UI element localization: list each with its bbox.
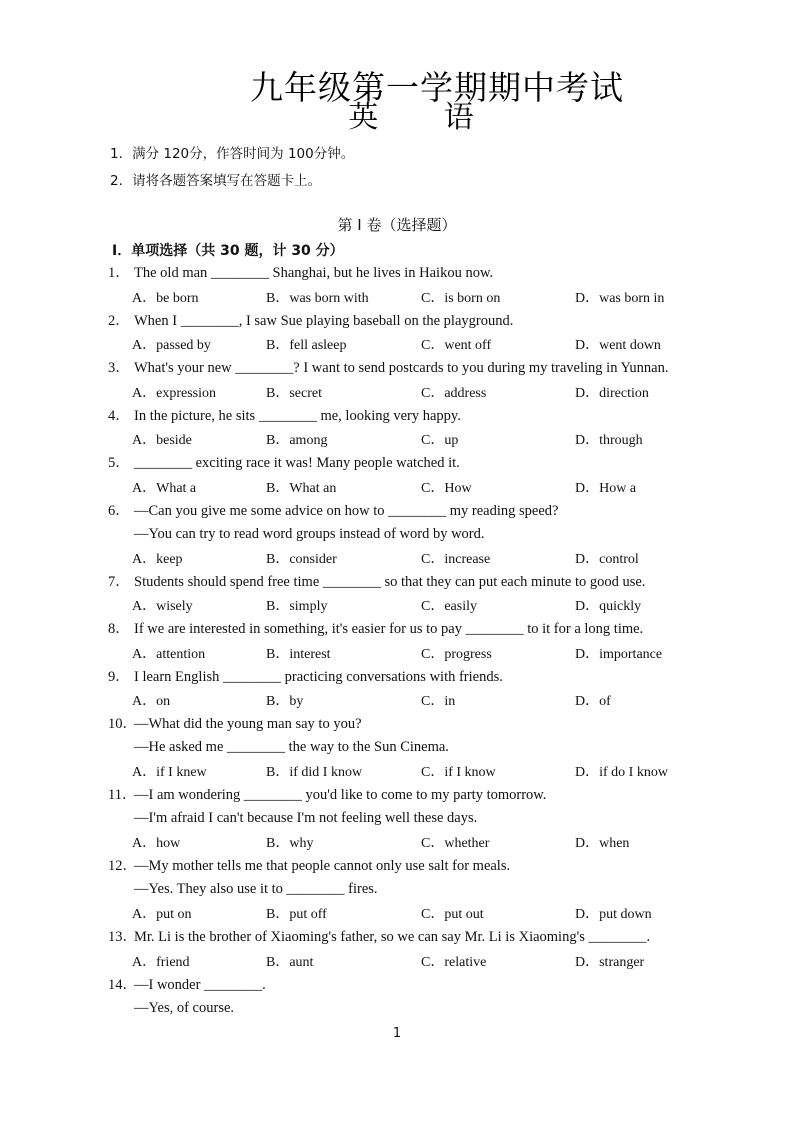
answer-option[interactable]: C．How [421, 480, 472, 496]
answer-option[interactable]: C．easily [421, 599, 477, 614]
question-stem [108, 974, 748, 997]
question-text: In the picture, he sits ________ me, looking very happy. [134, 407, 461, 424]
answer-option[interactable]: B．was born with [266, 290, 369, 306]
answer-option[interactable]: C．progress [421, 646, 492, 662]
question [108, 405, 748, 428]
answer-option[interactable]: C．went off [421, 338, 492, 353]
question [108, 926, 748, 949]
answer-option[interactable]: A．be born [132, 290, 199, 306]
question-text: What's your new ________? I want to send postcards to you during my traveling in Yunnan. [134, 360, 669, 376]
section-title: 第 I 卷（选择题） [337, 216, 457, 234]
question-stem [108, 855, 748, 878]
question-dialog-line [108, 807, 748, 830]
question-stem [108, 666, 748, 689]
answer-options [132, 334, 732, 356]
question-text: Students should spend free time ________ so that they can put each minute to good use. [134, 573, 646, 590]
question [108, 618, 748, 641]
question-text: —I am wondering ________ you'd like to come to my party tomorrow. [134, 787, 547, 803]
question-text: —I'm afraid I can't because I'm not feeling well these days. [134, 810, 478, 826]
question [108, 452, 748, 475]
exam-subject: 英 语 [348, 100, 502, 135]
answer-option[interactable]: A．wisely [132, 599, 193, 614]
question-dialog-line [108, 523, 748, 546]
answer-option[interactable]: C．relative [421, 954, 487, 970]
answer-option[interactable]: A．expression [132, 385, 216, 401]
answer-option[interactable]: B．secret [266, 385, 322, 401]
question-text: —You can try to read word groups instead of word by word. [134, 525, 485, 542]
question-dialog-line [108, 736, 748, 759]
answer-option[interactable]: C．up [421, 433, 459, 448]
answer-options [132, 761, 732, 783]
question [108, 500, 748, 546]
question-stem [108, 357, 748, 380]
question-number: 11． [108, 787, 137, 803]
answer-option[interactable]: B．interest [266, 646, 331, 662]
answer-option[interactable]: D．stranger [575, 954, 645, 970]
answer-option[interactable]: A．on [132, 694, 171, 709]
question-number: 5． [108, 455, 130, 471]
answer-option[interactable]: B．fell asleep [266, 338, 347, 353]
question-text: —He asked me ________ the way to the Sun Cinema. [134, 739, 449, 755]
answer-option[interactable]: B．What an [266, 480, 337, 496]
answer-options [132, 382, 732, 404]
question-stem [108, 262, 748, 285]
question-stem [108, 500, 748, 523]
question-stem [108, 784, 748, 807]
answer-option[interactable]: B．aunt [266, 954, 314, 970]
question-text: I learn English ________ practicing conversations with friends. [134, 668, 503, 685]
answer-option[interactable]: D．went down [575, 338, 661, 353]
answer-option[interactable]: C．in [421, 694, 456, 709]
answer-option[interactable]: D．importance [575, 646, 663, 662]
question-number: 12． [108, 858, 137, 874]
answer-options [132, 595, 732, 617]
part-title: I．单项选择（共 30 题，计 30 分） [112, 243, 344, 259]
answer-option[interactable]: A．What a [132, 480, 197, 496]
answer-options [132, 287, 732, 309]
answer-option[interactable]: D．direction [575, 385, 649, 401]
question [108, 262, 748, 285]
question-text: —I wonder ________. [134, 976, 266, 993]
question-number: 10． [108, 716, 137, 732]
answer-option[interactable]: C．address [421, 385, 487, 401]
question-dialog-line [108, 997, 748, 1020]
question-number: 2． [108, 312, 130, 329]
answer-options [132, 429, 732, 451]
answer-option[interactable]: D．through [575, 433, 643, 448]
answer-option[interactable]: B．among [266, 433, 328, 448]
answer-option[interactable]: C．whether [421, 836, 490, 851]
answer-option[interactable]: A．how [132, 836, 181, 851]
answer-option[interactable]: D．was born in [575, 290, 665, 306]
answer-option[interactable]: D．of [575, 694, 611, 709]
answer-option[interactable]: D．How a [575, 480, 637, 496]
question-text: The old man ________ Shanghai, but he lives in Haikou now. [134, 265, 494, 281]
question [108, 310, 748, 333]
question-text: ________ exciting race it was! Many people watched it. [134, 455, 460, 471]
answer-option[interactable]: D．when [575, 836, 630, 851]
answer-options [132, 643, 732, 665]
answer-option[interactable]: B．simply [266, 599, 328, 614]
answer-option[interactable]: D．put down [575, 907, 652, 922]
question-text: —Can you give me some advice on how to ________ my reading speed? [134, 502, 559, 519]
question-number: 7． [108, 573, 130, 590]
answer-option[interactable]: A．friend [132, 954, 190, 970]
answer-option[interactable]: A．attention [132, 646, 206, 662]
note-item: 1．满分 120分，作答时间为 100分钟。 [110, 146, 355, 162]
answer-option[interactable]: B．if did I know [266, 765, 363, 780]
answer-option[interactable]: B．put off [266, 907, 327, 922]
answer-option[interactable]: C．is born on [421, 290, 501, 306]
question-stem [108, 713, 748, 736]
answer-options [132, 903, 732, 925]
question-number: 13． [108, 929, 137, 945]
answer-option[interactable]: D．if do I know [575, 765, 668, 780]
answer-option[interactable]: C．put out [421, 907, 484, 922]
question-text: —What did the young man say to you? [134, 716, 362, 732]
question-text: Mr. Li is the brother of Xiaoming's father, so we can say Mr. Li is Xiaoming's ________. [134, 929, 651, 945]
answer-options [132, 548, 732, 570]
question-number: 6． [108, 502, 130, 519]
answer-option[interactable]: A．put on [132, 907, 192, 922]
question [108, 974, 748, 1020]
question-text: —Yes. They also use it to ________ fires. [134, 881, 378, 897]
question-number: 1． [108, 265, 130, 281]
question [108, 784, 748, 830]
exam-notes [110, 142, 354, 196]
answer-options [132, 832, 732, 854]
exam-title: 九年级第一学期期中考试 [250, 68, 624, 107]
question-number: 14． [108, 976, 137, 993]
question [108, 357, 748, 380]
question-number: 8． [108, 621, 130, 637]
answer-option[interactable]: C．if I know [421, 765, 496, 780]
answer-option[interactable]: A．if I knew [132, 765, 207, 780]
answer-option[interactable]: A．passed by [132, 338, 211, 353]
question-number: 9． [108, 668, 130, 685]
question-stem [108, 571, 748, 594]
page-number: 1 [392, 1026, 402, 1041]
question-text: —My mother tells me that people cannot only use salt for meals. [134, 858, 511, 874]
answer-options [132, 690, 732, 712]
answer-option[interactable]: A．beside [132, 433, 192, 448]
answer-option[interactable]: D．quickly [575, 599, 642, 614]
question [108, 571, 748, 594]
question [108, 855, 748, 901]
question-number: 4． [108, 407, 130, 424]
question-stem [108, 310, 748, 333]
note-item: 2．请将各题答案填写在答题卡上。 [110, 173, 322, 189]
question [108, 666, 748, 689]
answer-options [132, 951, 732, 973]
question [108, 713, 748, 759]
answer-option[interactable]: B．by [266, 694, 304, 709]
question-stem [108, 405, 748, 428]
question-text: If we are interested in something, it's easier for us to pay ________ to it for a long time. [134, 621, 644, 637]
answer-option[interactable]: B．consider [266, 551, 337, 567]
question-number: 3． [108, 360, 130, 376]
answer-option[interactable]: B．why [266, 836, 314, 851]
question-stem [108, 452, 748, 475]
answer-option[interactable]: A．keep [132, 551, 183, 567]
answer-option[interactable]: C．increase [421, 551, 491, 567]
question-dialog-line [108, 878, 748, 901]
question-stem [108, 618, 748, 641]
question-stem [108, 926, 748, 949]
answer-options [132, 477, 732, 499]
question-text: —Yes, of course. [134, 999, 235, 1016]
answer-option[interactable]: D．control [575, 551, 639, 567]
question-text: When I ________, I saw Sue playing baseball on the playground. [134, 312, 514, 329]
